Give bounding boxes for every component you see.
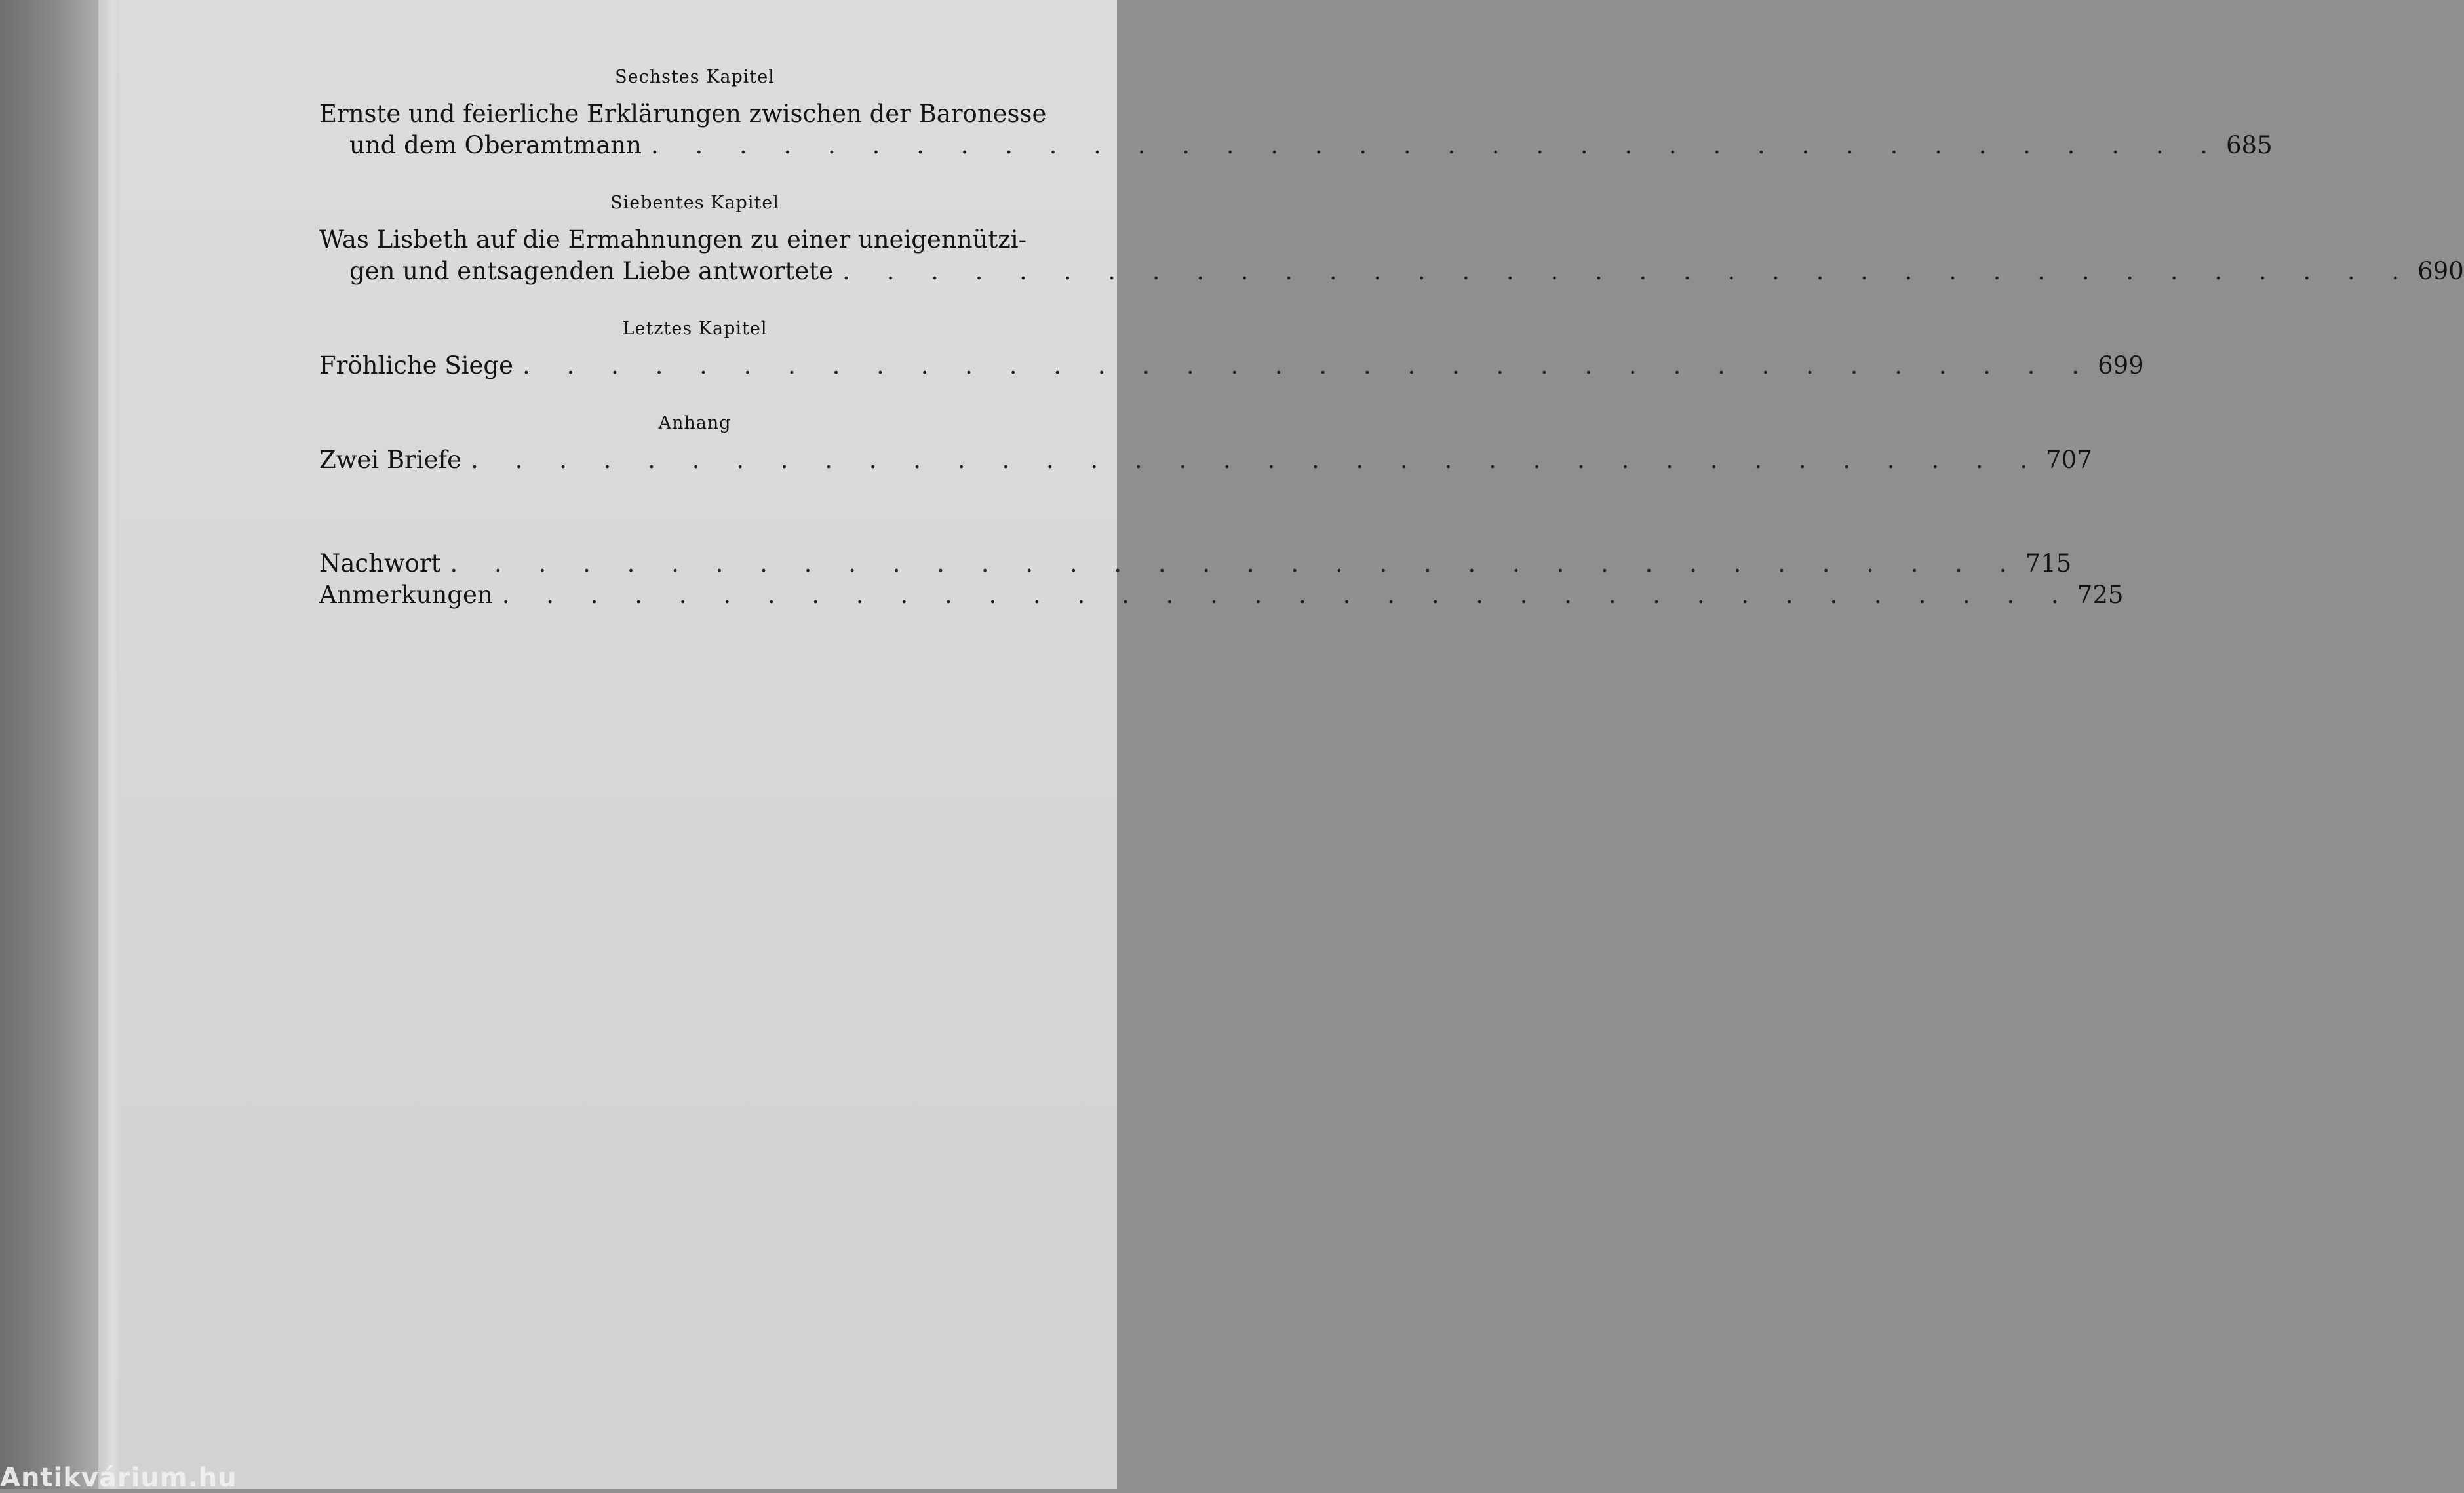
chapter-heading: Siebentes Kapitel bbox=[610, 193, 779, 213]
entry-last-line bbox=[319, 579, 2124, 611]
dot-leader: . . . . . . . . . . . . . . . . . . . . . . . . . . . . . . . . . . . . bbox=[650, 131, 2223, 159]
table-of-contents bbox=[319, 66, 2464, 611]
toc-entry-title bbox=[319, 444, 2092, 476]
page-number: 685 bbox=[2226, 131, 2273, 159]
entry-last-line bbox=[319, 350, 2144, 381]
toc-entry-title bbox=[319, 98, 2273, 161]
toc-entry-nachwort bbox=[319, 548, 2072, 579]
entry-title-line: Zwei Briefe bbox=[319, 446, 462, 474]
chapter-heading: Anhang bbox=[658, 413, 732, 433]
page-number: 699 bbox=[2098, 351, 2144, 379]
page-number: 707 bbox=[2046, 446, 2092, 474]
page-edge bbox=[98, 0, 122, 1489]
toc-entry-title bbox=[319, 579, 2124, 611]
entry-title-line: Fröhliche Siege bbox=[319, 351, 513, 379]
toc-entry-sechstes-kapitel bbox=[319, 66, 2273, 161]
entry-last-line bbox=[319, 444, 2092, 476]
watermark: Antikvárium.hu bbox=[0, 1463, 237, 1493]
toc-entry-letztes-kapitel bbox=[319, 317, 2144, 381]
entry-title-line: gen und entsagenden Liebe antwortete bbox=[349, 257, 834, 285]
dot-leader: . . . . . . . . . . . . . . . . . . . . . . . . . . . . . . . . . . . . bbox=[471, 446, 2043, 474]
toc-entry-anhang bbox=[319, 412, 2092, 476]
dot-leader: . . . . . . . . . . . . . . . . . . . . . . . . . . . . . . . . . . . . bbox=[522, 351, 2094, 379]
dot-leader: . . . . . . . . . . . . . . . . . . . . . . . . . . . . . . . . . . . . bbox=[450, 549, 2022, 577]
page-number: 690 bbox=[2417, 257, 2464, 285]
entry-title-line: Ernste und feierliche Erklärungen zwischen der Baronesse bbox=[319, 100, 1047, 128]
toc-entry-anmerkungen bbox=[319, 579, 2124, 611]
toc-entry-title bbox=[319, 548, 2072, 579]
entry-last-line bbox=[319, 548, 2072, 579]
toc-entry-title bbox=[319, 350, 2144, 381]
page-number: 725 bbox=[2077, 581, 2124, 609]
chapter-heading: Letztes Kapitel bbox=[622, 319, 768, 339]
chapter-heading: Sechstes Kapitel bbox=[615, 67, 775, 87]
entry-title-line: Was Lisbeth auf die Ermahnungen zu einer uneigennützi- bbox=[319, 225, 1027, 254]
page-number: 715 bbox=[2025, 549, 2072, 577]
dot-leader: . . . . . . . . . . . . . . . . . . . . . . . . . . . . . . . . . . . . bbox=[501, 581, 2073, 609]
entry-title-line: und dem Oberamtmann bbox=[349, 131, 642, 159]
entry-title-line: Anmerkungen bbox=[319, 581, 493, 609]
entry-last-line bbox=[319, 130, 2273, 161]
toc-entry-title bbox=[319, 224, 2464, 287]
dot-leader: . . . . . . . . . . . . . . . . . . . . . . . . . . . . . . . . . . . . bbox=[842, 257, 2414, 285]
toc-entry-siebentes-kapitel bbox=[319, 191, 2464, 287]
entry-last-line bbox=[319, 256, 2464, 287]
entry-title-line: Nachwort bbox=[319, 549, 441, 577]
